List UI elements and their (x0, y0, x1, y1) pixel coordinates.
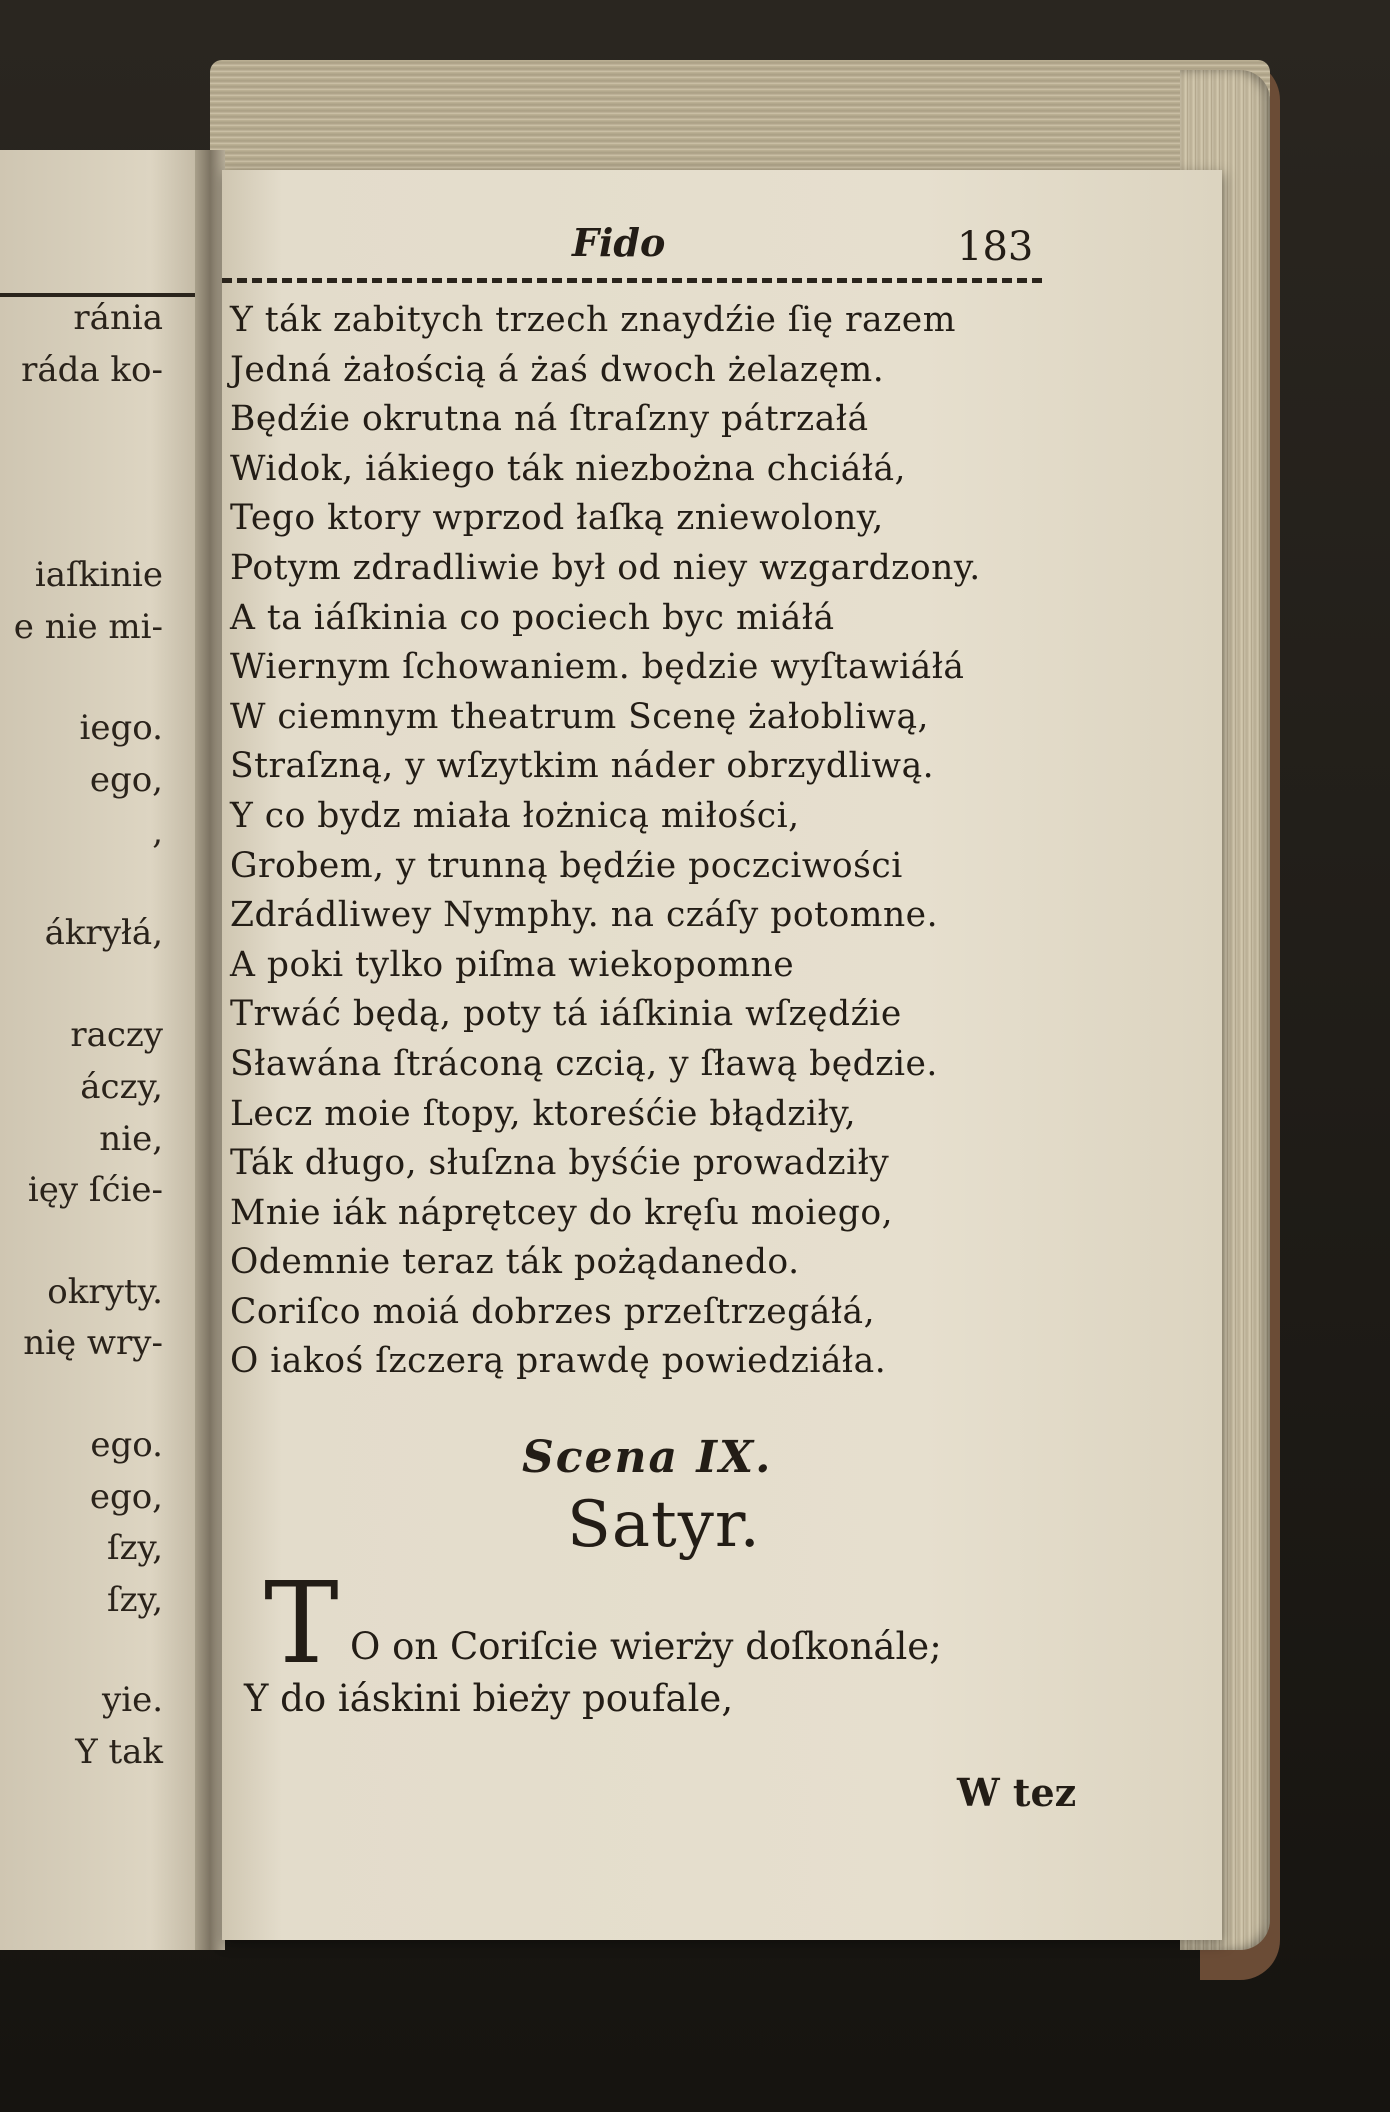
verse-line: Straſzną, y wſzytkim náder obrzydliwą. (230, 746, 935, 787)
verse-line: Zdrádliwey Nymphy. na czáſy potomne. (230, 895, 939, 936)
running-title: Fido (572, 220, 666, 265)
page-header (222, 220, 1222, 280)
catchword: W tez (957, 1770, 1077, 1815)
verse-line: A poki tylko piſma wiekopomne (230, 944, 795, 985)
left-page-line: , (152, 812, 163, 852)
scene-heading: Scena IX. (522, 1432, 773, 1483)
verse-line: Będźie okrutna ná ſtraſzny pátrzałá (230, 399, 869, 440)
page-stack-top (210, 60, 1270, 180)
verse-line: Wiernym ſchowaniem. będzie wyſtawiáłá (230, 647, 965, 688)
left-page-line: nię wry- (23, 1323, 163, 1363)
left-page-line: ákryłá, (44, 913, 163, 953)
verse-line: A ta iáſkinia co pociech byc miáłá (230, 597, 835, 638)
verse-line: Lecz moie ſtopy, ktoreśćie błądziły, (230, 1093, 857, 1134)
verse-line: Trwáć będą, poty tá iáſkinia wſzędźie (230, 994, 902, 1035)
left-page-line: ego. (90, 1425, 163, 1465)
character-name: Satyr. (567, 1488, 761, 1562)
verse-line: Sławána ſtráconą czcią, y ſławą będzie. (230, 1043, 938, 1084)
verse-line: Grobem, y trunną będźie poczciwości (230, 845, 903, 886)
left-page-line: okryty. (47, 1272, 163, 1312)
drop-cap: T (264, 1559, 339, 1689)
left-page-line: ego, (89, 1477, 163, 1517)
left-page-line: raczy (70, 1015, 163, 1055)
verse-line: Y co bydz miała łożnicą miłości, (230, 795, 800, 836)
left-page-line: ſzy, (107, 1580, 163, 1620)
left-page-line: ráda ko- (21, 350, 163, 390)
page-number: 183 (957, 224, 1034, 270)
verse-line: O iakoś ſzczerą prawdę powiedziáła. (230, 1341, 887, 1382)
header-rule (222, 278, 1042, 283)
left-page (0, 150, 215, 1950)
left-header-rule (0, 293, 200, 297)
left-page-line: ſzy, (107, 1528, 163, 1568)
left-page-line: iaſkinie (34, 555, 163, 595)
verse-line: Odemnie teraz ták pożądanedo. (230, 1242, 800, 1283)
right-page (222, 170, 1222, 1940)
verse-line: Potym zdradliwie był od niey wzgardzony. (230, 547, 981, 588)
verse-line: Widok, iákiego ták niezbożna chciáłá, (230, 448, 906, 489)
verse-line: Coriſco moiá dobrzes przeſtrzegáłá, (230, 1291, 876, 1332)
speech-line-1: O on Coriſcie wierży doſkonále; (350, 1625, 942, 1668)
verse-line: Tego ktory wprzod łaſką zniewolony, (230, 498, 884, 539)
verse-line: Mnie iák náprętcey do kręſu moiego, (230, 1192, 894, 1233)
speech-line-2: Y do iáskini bieży poufale, (244, 1677, 734, 1720)
left-page-line: e nie mi- (13, 607, 163, 647)
verse-block (230, 296, 1090, 1387)
left-page-line: yie. (101, 1680, 163, 1720)
left-page-line: ránia (73, 298, 163, 338)
left-page-line: ego, (89, 760, 163, 800)
verse-line: Ták długo, słuſzna byśćie prowadziły (230, 1143, 890, 1184)
verse-line: Jedná żałością á żaś dwoch żelazęm. (230, 349, 885, 390)
left-page-line: Y tak (75, 1732, 163, 1772)
verse-line: Y ták zabitych trzech znaydźie ſię razem (230, 300, 956, 340)
left-page-line: áczy, (80, 1067, 163, 1107)
verse-line: W ciemnym theatrum Scenę żałobliwą, (230, 696, 930, 737)
left-page-line: nie, (99, 1119, 163, 1159)
left-page-line: ięy ſćie- (27, 1170, 163, 1210)
book-gutter (195, 150, 225, 1950)
left-page-line: iego. (79, 708, 163, 748)
